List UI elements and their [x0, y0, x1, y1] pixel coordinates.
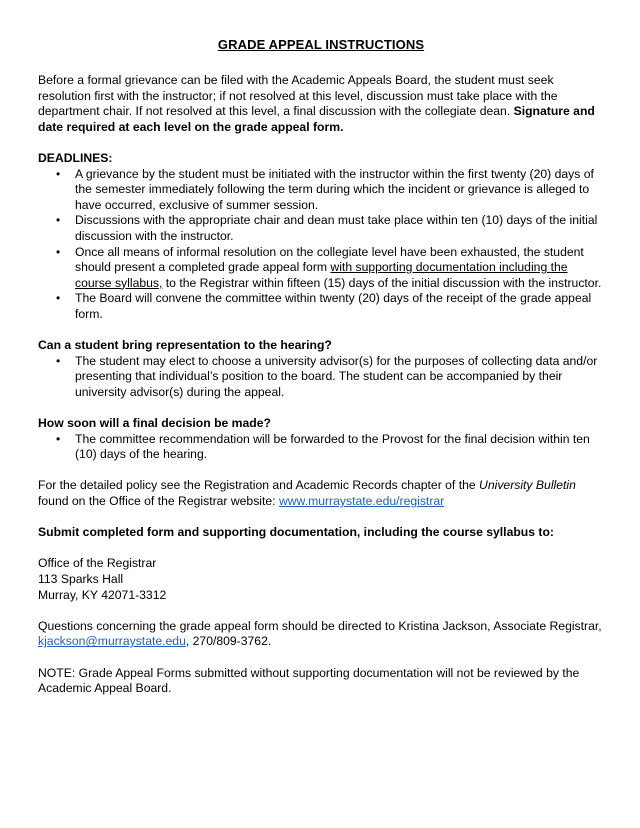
representation-heading: Can a student bring representation to the hearing? — [38, 338, 332, 353]
deadline-3-text-b: to the Registrar within fifteen (15) days of the initial discussion with the instructor. — [162, 275, 602, 290]
address-line-1: Office of the Registrar — [38, 556, 157, 571]
submit-heading: Submit completed form and supporting documentation, including the course syllabus to: — [38, 525, 554, 540]
decision-heading: How soon will a final decision be made? — [38, 416, 271, 431]
intro-text: Before a formal grievance can be filed with the Academic Appeals Board, the student must seek resolution first with the instructor; if not resolved at this level, discussion must take place with the department chair. If not resolved at this level, a final discussion with the collegiate dean. — [38, 73, 558, 119]
list-item: • Discussions with the appropriate chair and dean must take place within ten (10) days of the initial discussion with the instructor. — [75, 213, 604, 244]
registrar-email-link[interactable]: kjackson@murraystate.edu — [38, 634, 186, 649]
address-line-3: Murray, KY 42071-3312 — [38, 587, 167, 602]
intro-signature-note: Signature and date required at each level on the grade appeal form. — [38, 104, 595, 134]
list-item: • The Board will convene the committee within twenty (20) days of the receipt of the grade appeal form. — [75, 291, 604, 322]
questions-text: Questions concerning the grade appeal form should be directed to Kristina Jackson, Associate Registrar, — [38, 618, 602, 633]
page-title: GRADE APPEAL INSTRUCTIONS — [217, 37, 425, 52]
list-item — [75, 245, 604, 292]
policy-paragraph — [38, 478, 604, 509]
list-item: • The committee recommendation will be forwarded to the Provost for the final decision within ten (10) days of the hearing. — [75, 432, 604, 463]
policy-text-a: For the detailed policy see the Registration and Academic Records chapter of the — [38, 478, 480, 493]
policy-bulletin-title: University Bulletin — [479, 478, 576, 493]
deadlines-list — [38, 167, 604, 323]
list-item: • The student may elect to choose a university advisor(s) for the purposes of collecting data and/or presenting that individual’s position to the board. The student can be accompanied by their university advisor(s) during the appeal. — [75, 354, 604, 401]
note-paragraph: NOTE: Grade Appeal Forms submitted without supporting documentation will not be reviewed by the Academic Appeal Board. — [38, 665, 580, 696]
deadline-3-text-a: Once all means of informal resolution on the collegiate level have been exhausted, the student should present a completed grade appeal form — [75, 244, 584, 275]
representation-list — [38, 354, 604, 401]
policy-text-b: found on the Office of the Registrar website: — [38, 494, 279, 509]
registrar-phone: , 270/809-3762. — [185, 634, 272, 649]
registrar-website-link[interactable]: www.murraystate.edu/registrar — [278, 494, 445, 509]
document-page — [38, 36, 604, 697]
deadline-3-underlined: with supporting documentation including the course syllabus, — [75, 260, 568, 290]
intro-paragraph — [38, 73, 604, 135]
deadlines-heading: DEADLINES: — [38, 150, 113, 165]
list-item: • A grievance by the student must be initiated with the instructor within the first twenty (20) days of the semester immediately following the term during which the incident or grievance is alleged to have occurred, exclusive of summer session. — [75, 167, 604, 214]
address-line-2: 113 Sparks Hall — [38, 572, 124, 586]
decision-list — [38, 432, 604, 463]
questions-paragraph — [38, 619, 604, 650]
